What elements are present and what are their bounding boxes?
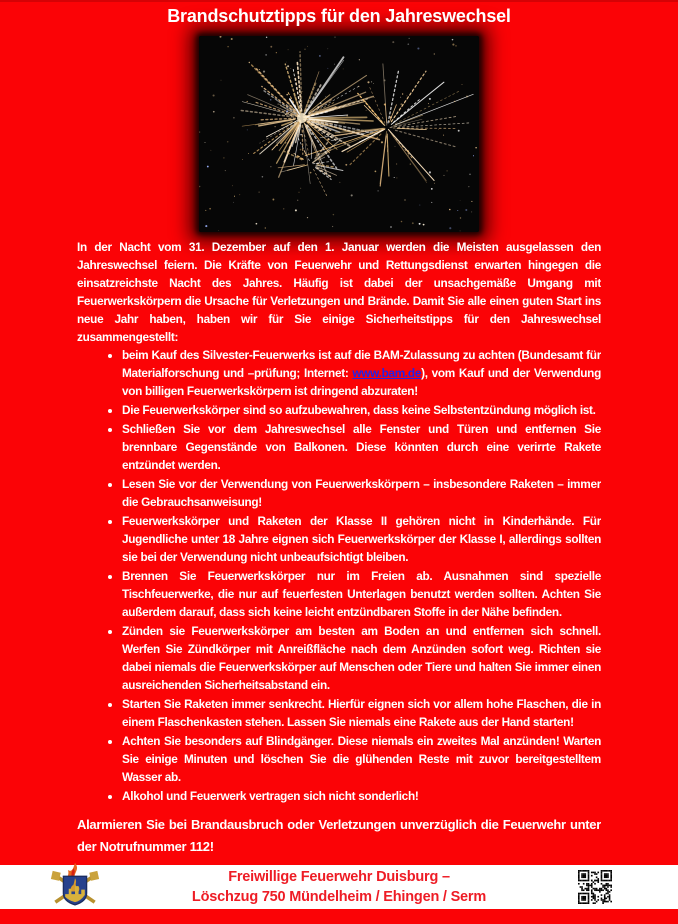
bam-link[interactable]: www.bam.de [352, 366, 422, 380]
tip-item: • Starten Sie Raketen immer senkrecht. Hierfür eignen sich vor allem hohe Flaschen, die in einem Flaschenkasten stehen. Lassen Sie niemals eine Rakete aus der Hand starten! [122, 695, 601, 731]
footer [0, 865, 678, 909]
tip-item: • Achten Sie besonders auf Blindgänger. Diese niemals ein zweites Mal anzünden! Warten Sie einige Minuten und löschen Sie die glühenden Reste mit zuvor bereitgestelltem Wasser ab. [122, 732, 601, 786]
page-title: Brandschutztipps für den Jahreswechsel [167, 6, 511, 26]
body-content [77, 238, 601, 862]
fireworks-photo [199, 36, 479, 232]
tip-item: • Feuerwerkskörper und Raketen der Klasse II gehören nicht in Kinderhände. Für Jugendliche unter 18 Jahre eignen sich Feuerwerkskörper der Klasse I, allerdings sollten sie bei der Verwendung nicht unbeaufsichtigt bleiben. [122, 512, 601, 566]
fireworks-art [199, 36, 479, 232]
tip-item: • Brennen Sie Feuerwerkskörper nur im Freien ab. Ausnahmen sind spezielle Tischfeuerwerke, die nur auf feuerfesten Unterlagen benutzt werden sollten. Achten Sie außerdem darauf, dass sich keine leicht entzündbaren Stoffe in der Nähe befinden. [122, 567, 601, 621]
tip-item: • Zünden sie Feuerwerkskörper am besten am Boden an und entfernen sich schnell. Werfen Sie Zündkörper mit Anreißfläche nach dem Anzünden sofort weg. Richten sie dabei niemals die Feuerwerkskörper auf Menschen oder Tiere und halten Sie immer einen ausreichenden Sicherheitsabstand ein. [122, 622, 601, 694]
tip-item: • Die Feuerwerkskörper sind so aufzubewahren, dass keine Selbstentzündung möglich ist. [122, 401, 601, 419]
footer-text [120, 867, 558, 907]
footer-line1: Freiwillige Feuerwehr Duisburg – [228, 869, 450, 885]
tip-item: • Alkohol und Feuerwerk vertragen sich nicht sonderlich! [122, 787, 601, 805]
footer-line2: Löschzug 750 Mündelheim / Ehingen / Serm [191, 889, 487, 905]
tip-item: • beim Kauf des Silvester-Feuerwerks ist auf die BAM-Zulassung zu achten (Bundesamt für Materialforschung und –prüfung; Internet: www.bam.de), vom Kauf und der Verwendung von billigen Feuerwerkskörpern ist dringend abzuraten! [122, 346, 601, 400]
qr-code [578, 870, 612, 904]
qr-art [578, 870, 612, 904]
tip-item: • Schließen Sie vor dem Jahreswechsel alle Fenster und Türen und entfernen Sie brennbare Gegenstände von Balkonen. Diese könnten durch eine verirrte Rakete entzündet werden. [122, 420, 601, 474]
tips-list [77, 346, 601, 805]
alarm-paragraph: Alarmieren Sie bei Brandausbruch oder Verletzungen unverzüglich die Feuerwehr unter der Notrufnummer 112! [77, 817, 601, 854]
intro-paragraph: In der Nacht vom 31. Dezember auf den 1. Januar werden die Meisten ausgelassen den Jahreswechsel feiern. Die Kräfte von Feuerwehr und Rettungsdienst erwarten hingegen die einsatzreichste Nacht des Jahres. Häufig ist dabei der unsachgemäße Umgang mit Feuerwerkskörpern die Ursache für Verletzungen und Brände. Damit Sie alle einen guten Start ins neue Jahr haben, haben wir für Sie einige Sicherheitstipps für den Jahreswechsel zusammengestellt: [77, 240, 601, 344]
tip-item: • Lesen Sie vor der Verwendung von Feuerwerkskörpern – insbesondere Raketen – immer die Gebrauchsanweisung! [122, 475, 601, 511]
fire-brigade-crest-logo [45, 862, 105, 912]
